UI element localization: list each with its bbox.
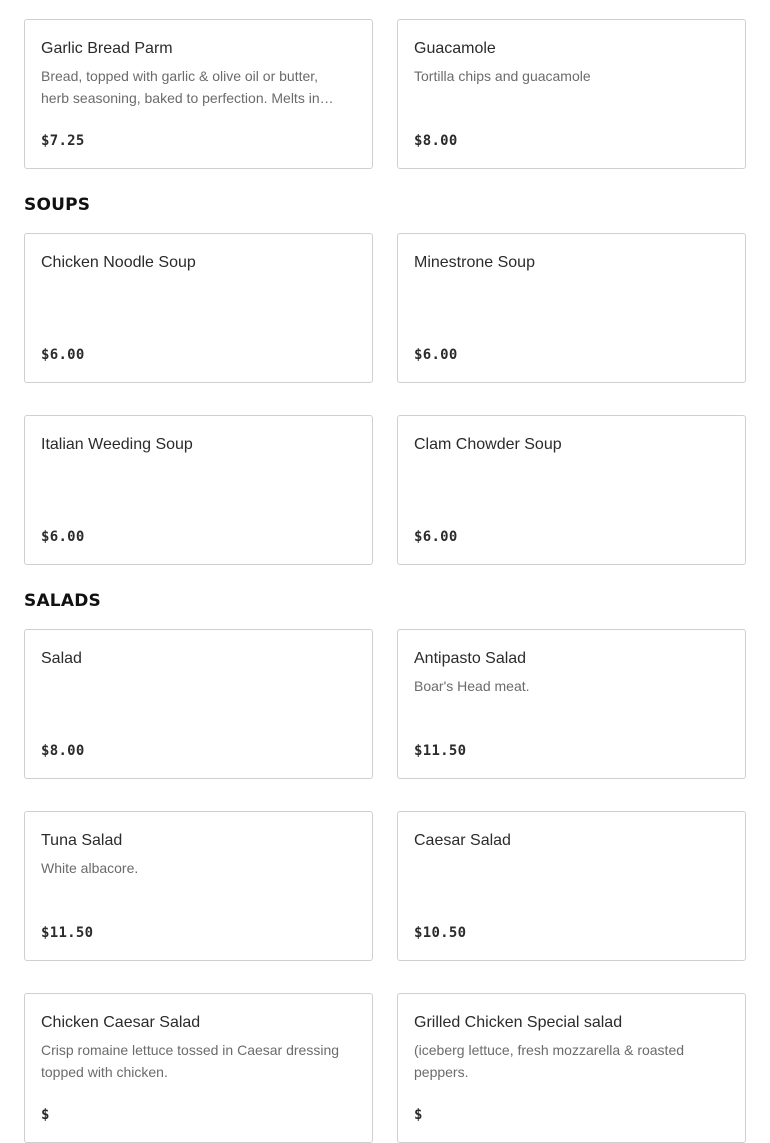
menu-item-description: White albacore. — [41, 860, 139, 876]
menu-item-card[interactable] — [24, 233, 373, 383]
menu-item-card[interactable] — [24, 811, 373, 961]
menu-item-name: Guacamole — [414, 40, 496, 57]
menu-item-name: Antipasto Salad — [414, 650, 527, 667]
section-title-soups: SOUPS — [24, 195, 91, 215]
menu-item-card[interactable] — [397, 415, 746, 565]
menu-item-description: (iceberg lettuce, fresh mozzarella & roasted peppers. — [414, 1042, 685, 1080]
menu-item-name: Minestrone Soup — [414, 254, 535, 271]
menu-item-name: Caesar Salad — [414, 832, 511, 849]
menu-item-description: Tortilla chips and guacamole — [414, 68, 591, 84]
menu-item-card[interactable] — [24, 415, 373, 565]
menu-item-name: Garlic Bread Parm — [41, 40, 173, 57]
menu-item-name: Chicken Noodle Soup — [41, 254, 196, 271]
menu-item-card[interactable] — [24, 629, 373, 779]
menu-item-price: $6.00 — [414, 347, 458, 363]
menu-item-card[interactable] — [397, 993, 746, 1143]
menu-item-price: $6.00 — [41, 347, 85, 363]
menu-item-card[interactable] — [397, 233, 746, 383]
menu-item-description: Bread, topped with garlic & olive oil or butter, herb seasoning, baked to perfection. Melts in… — [41, 68, 334, 106]
menu-item-name: Chicken Caesar Salad — [41, 1014, 201, 1031]
menu-item-price: $11.50 — [414, 743, 467, 759]
menu-item-price: $ — [41, 1107, 50, 1123]
menu-item-price: $11.50 — [41, 925, 94, 941]
menu-item-card[interactable] — [24, 993, 373, 1143]
menu-item-price: $8.00 — [41, 743, 85, 759]
menu-item-price: $ — [414, 1107, 423, 1123]
section-title-salads: SALADS — [24, 591, 101, 611]
menu-item-name: Italian Weeding Soup — [41, 436, 193, 453]
menu-item-name: Tuna Salad — [41, 832, 123, 849]
menu-item-card[interactable] — [24, 19, 373, 169]
menu-item-name: Clam Chowder Soup — [414, 436, 562, 453]
menu-item-name: Salad — [41, 650, 82, 667]
menu-item-card[interactable] — [397, 19, 746, 169]
menu-item-price: $7.25 — [41, 133, 85, 149]
menu-item-price: $6.00 — [41, 529, 85, 545]
menu-item-price: $6.00 — [414, 529, 458, 545]
menu-item-name: Grilled Chicken Special salad — [414, 1014, 623, 1031]
menu-item-description: Crisp romaine lettuce tossed in Caesar dressing topped with chicken. — [41, 1042, 340, 1080]
menu-item-card[interactable] — [397, 811, 746, 961]
menu-item-price: $10.50 — [414, 925, 467, 941]
menu-item-description: Boar's Head meat. — [414, 678, 530, 694]
menu-item-card[interactable] — [397, 629, 746, 779]
menu-item-price: $8.00 — [414, 133, 458, 149]
